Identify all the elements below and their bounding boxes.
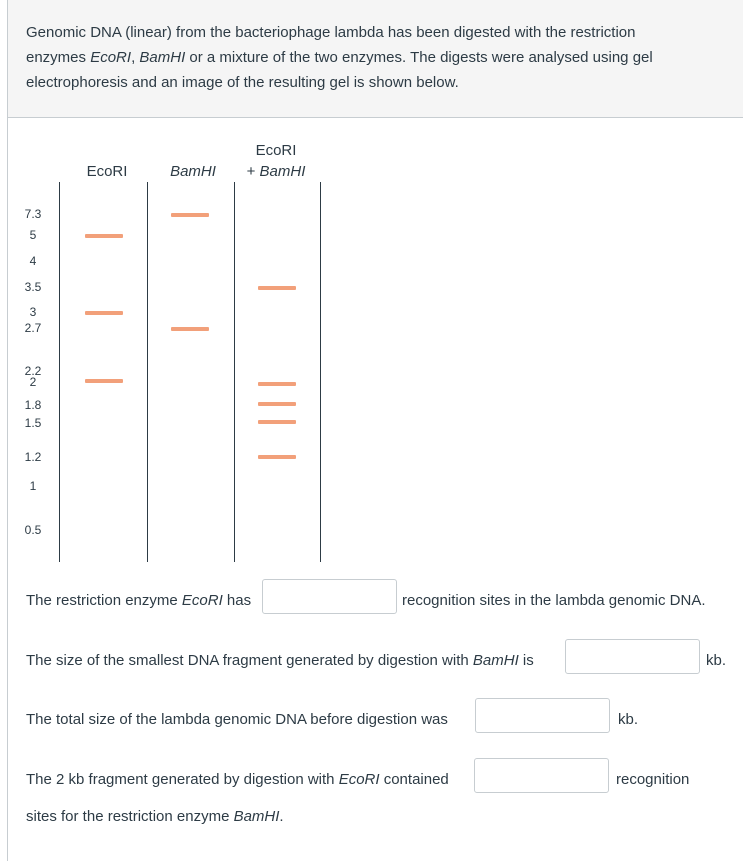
- lane-divider: [147, 182, 148, 562]
- question-3-text: The total size of the lambda genomic DNA before digestion was: [26, 711, 448, 728]
- size-marker: 4: [29, 254, 37, 268]
- question-3-suffix: kb.: [618, 711, 639, 728]
- intro-text: Genomic DNA (linear) from the bacteriophage lambda has been digested with the restriction enzymes EcoRI, BamHI or a mixture of the two enzymes. The digests were analysed using gel electrophoresis and an image of the resulting gel is shown below.: [26, 24, 653, 91]
- gel-band: [258, 286, 296, 290]
- question-4-suffix: recognition: [616, 771, 690, 788]
- size-marker: 1.5: [24, 416, 42, 430]
- size-marker: 2: [29, 375, 37, 389]
- question-4-text: The 2 kb fragment generated by digestion with EcoRI contained: [26, 771, 449, 788]
- question-2-suffix: kb.: [706, 652, 727, 669]
- enzyme-name: BamHI: [139, 49, 186, 66]
- answer-input-2[interactable]: [565, 639, 700, 674]
- lane-divider: [234, 182, 235, 562]
- enzyme-name: EcoRI: [90, 49, 132, 66]
- question-4-text-line2: sites for the restriction enzyme BamHI.: [26, 808, 284, 825]
- gel-band: [85, 234, 123, 238]
- size-marker: 1.8: [24, 398, 42, 412]
- gel-band: [258, 382, 296, 386]
- gel-band: [85, 311, 123, 315]
- size-marker: 7.3: [24, 207, 42, 221]
- size-marker: 2.7: [24, 321, 42, 335]
- question-frame: [7, 0, 743, 861]
- answer-input-3[interactable]: [475, 698, 610, 733]
- gel-band: [85, 379, 123, 383]
- lane-label-bamhi: BamHI: [170, 163, 216, 180]
- size-marker: 1.2: [24, 450, 42, 464]
- lane-divider: [59, 182, 60, 562]
- gel-band: [258, 455, 296, 459]
- size-marker: 1: [29, 479, 37, 493]
- size-marker: 0.5: [24, 523, 42, 537]
- intro-panel: [8, 0, 743, 118]
- lane-label-ecori: EcoRI: [86, 163, 128, 180]
- question-1-suffix: recognition sites in the lambda genomic DNA.: [402, 592, 706, 609]
- gel-band: [258, 402, 296, 406]
- size-marker: 3: [29, 305, 37, 319]
- gel-band: [258, 420, 296, 424]
- gel-band: [171, 327, 209, 331]
- answer-input-4[interactable]: [474, 758, 609, 793]
- lane-divider: [320, 182, 321, 562]
- question-2-text: The size of the smallest DNA fragment generated by digestion with BamHI is: [26, 652, 534, 669]
- size-marker: 5: [29, 228, 37, 242]
- question-1-text: The restriction enzyme EcoRI has: [26, 592, 252, 609]
- gel-band: [171, 213, 209, 217]
- size-marker: 3.5: [24, 280, 42, 294]
- lane-label-ecori-bamhi: EcoRI + BamHI: [246, 142, 306, 180]
- answer-input-1[interactable]: [262, 579, 397, 614]
- size-marker: 2.2: [24, 364, 42, 378]
